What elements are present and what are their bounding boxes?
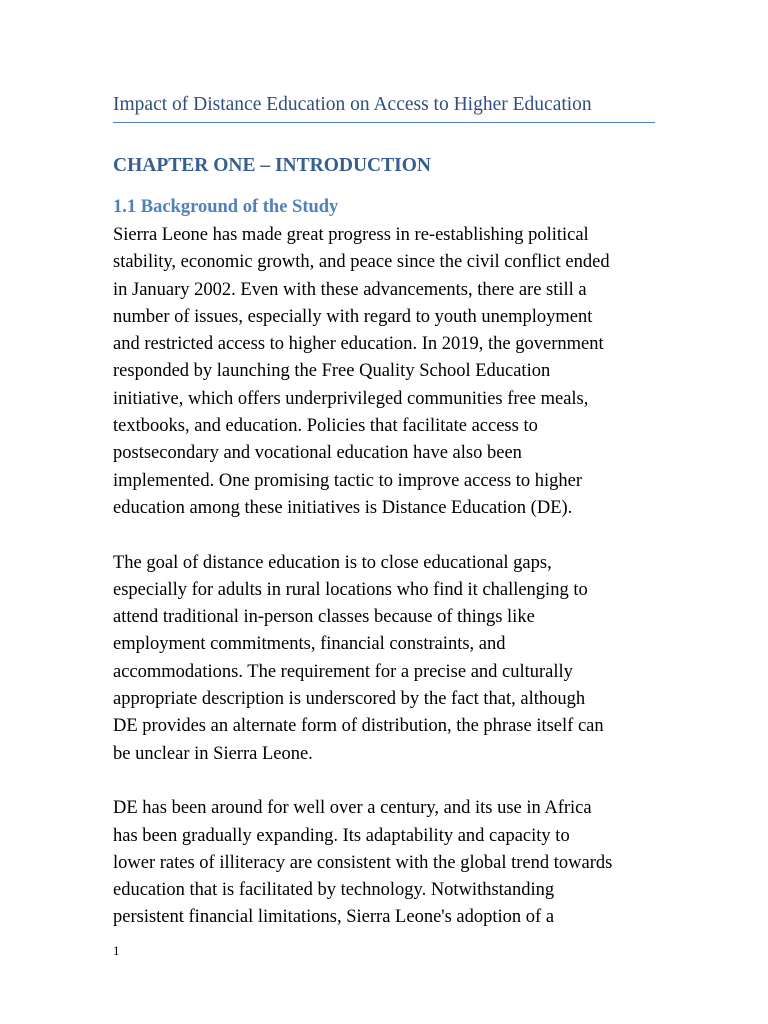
text-line: in January 2002. Even with these advancements, there are still a [113,279,587,300]
text-line: be unclear in Sierra Leone. [113,743,313,764]
text-line: textbooks, and education. Policies that facilitate access to [113,416,538,437]
chapter-heading: CHAPTER ONE – INTRODUCTION [113,155,431,176]
document-header-title: Impact of Distance Education on Access to Higher Education [113,94,592,115]
text-line: has been gradually expanding. Its adaptability and capacity to [113,825,570,846]
text-line: The goal of distance education is to close educational gaps, [113,552,552,573]
text-line: employment commitments, financial constraints, and [113,634,506,655]
body-text [113,222,673,959]
paragraph-2 [113,550,673,768]
text-line: postsecondary and vocational education have also been [113,443,522,464]
text-line: especially for adults in rural locations who find it challenging to [113,579,588,600]
text-line: stability, economic growth, and peace since the civil conflict ended [113,252,610,273]
text-line: Sierra Leone has made great progress in re-establishing political [113,225,589,245]
text-line: attend traditional in-person classes because of things like [113,607,535,628]
text-line: education among these initiatives is Distance Education (DE). [113,497,573,518]
text-line: accommodations. The requirement for a precise and culturally [113,661,573,682]
text-line: initiative, which offers underprivileged communities free meals, [113,388,589,409]
header-divider [113,122,655,123]
text-line: lower rates of illiteracy are consistent with the global trend towards [113,852,613,873]
text-line: and restricted access to higher education. In 2019, the government [113,334,604,355]
text-line: appropriate description is underscored by the fact that, although [113,689,586,710]
section-heading: 1.1 Background of the Study [113,197,339,217]
text-line: DE has been around for well over a century, and its use in Africa [113,798,592,819]
text-line: persistent financial limitations, Sierra Leone's adoption of a [113,907,555,928]
text-line: number of issues, especially with regard to youth unemployment [113,306,593,327]
text-line: education that is facilitated by technology. Notwithstanding [113,880,555,901]
text-line: implemented. One promising tactic to improve access to higher [113,470,583,491]
page-number: 1 [113,943,120,958]
text-line: responded by launching the Free Quality School Education [113,361,551,382]
text-line: DE provides an alternate form of distribution, the phrase itself can [113,716,604,737]
paragraph-3 [113,795,673,931]
paragraph-1 [113,222,673,522]
